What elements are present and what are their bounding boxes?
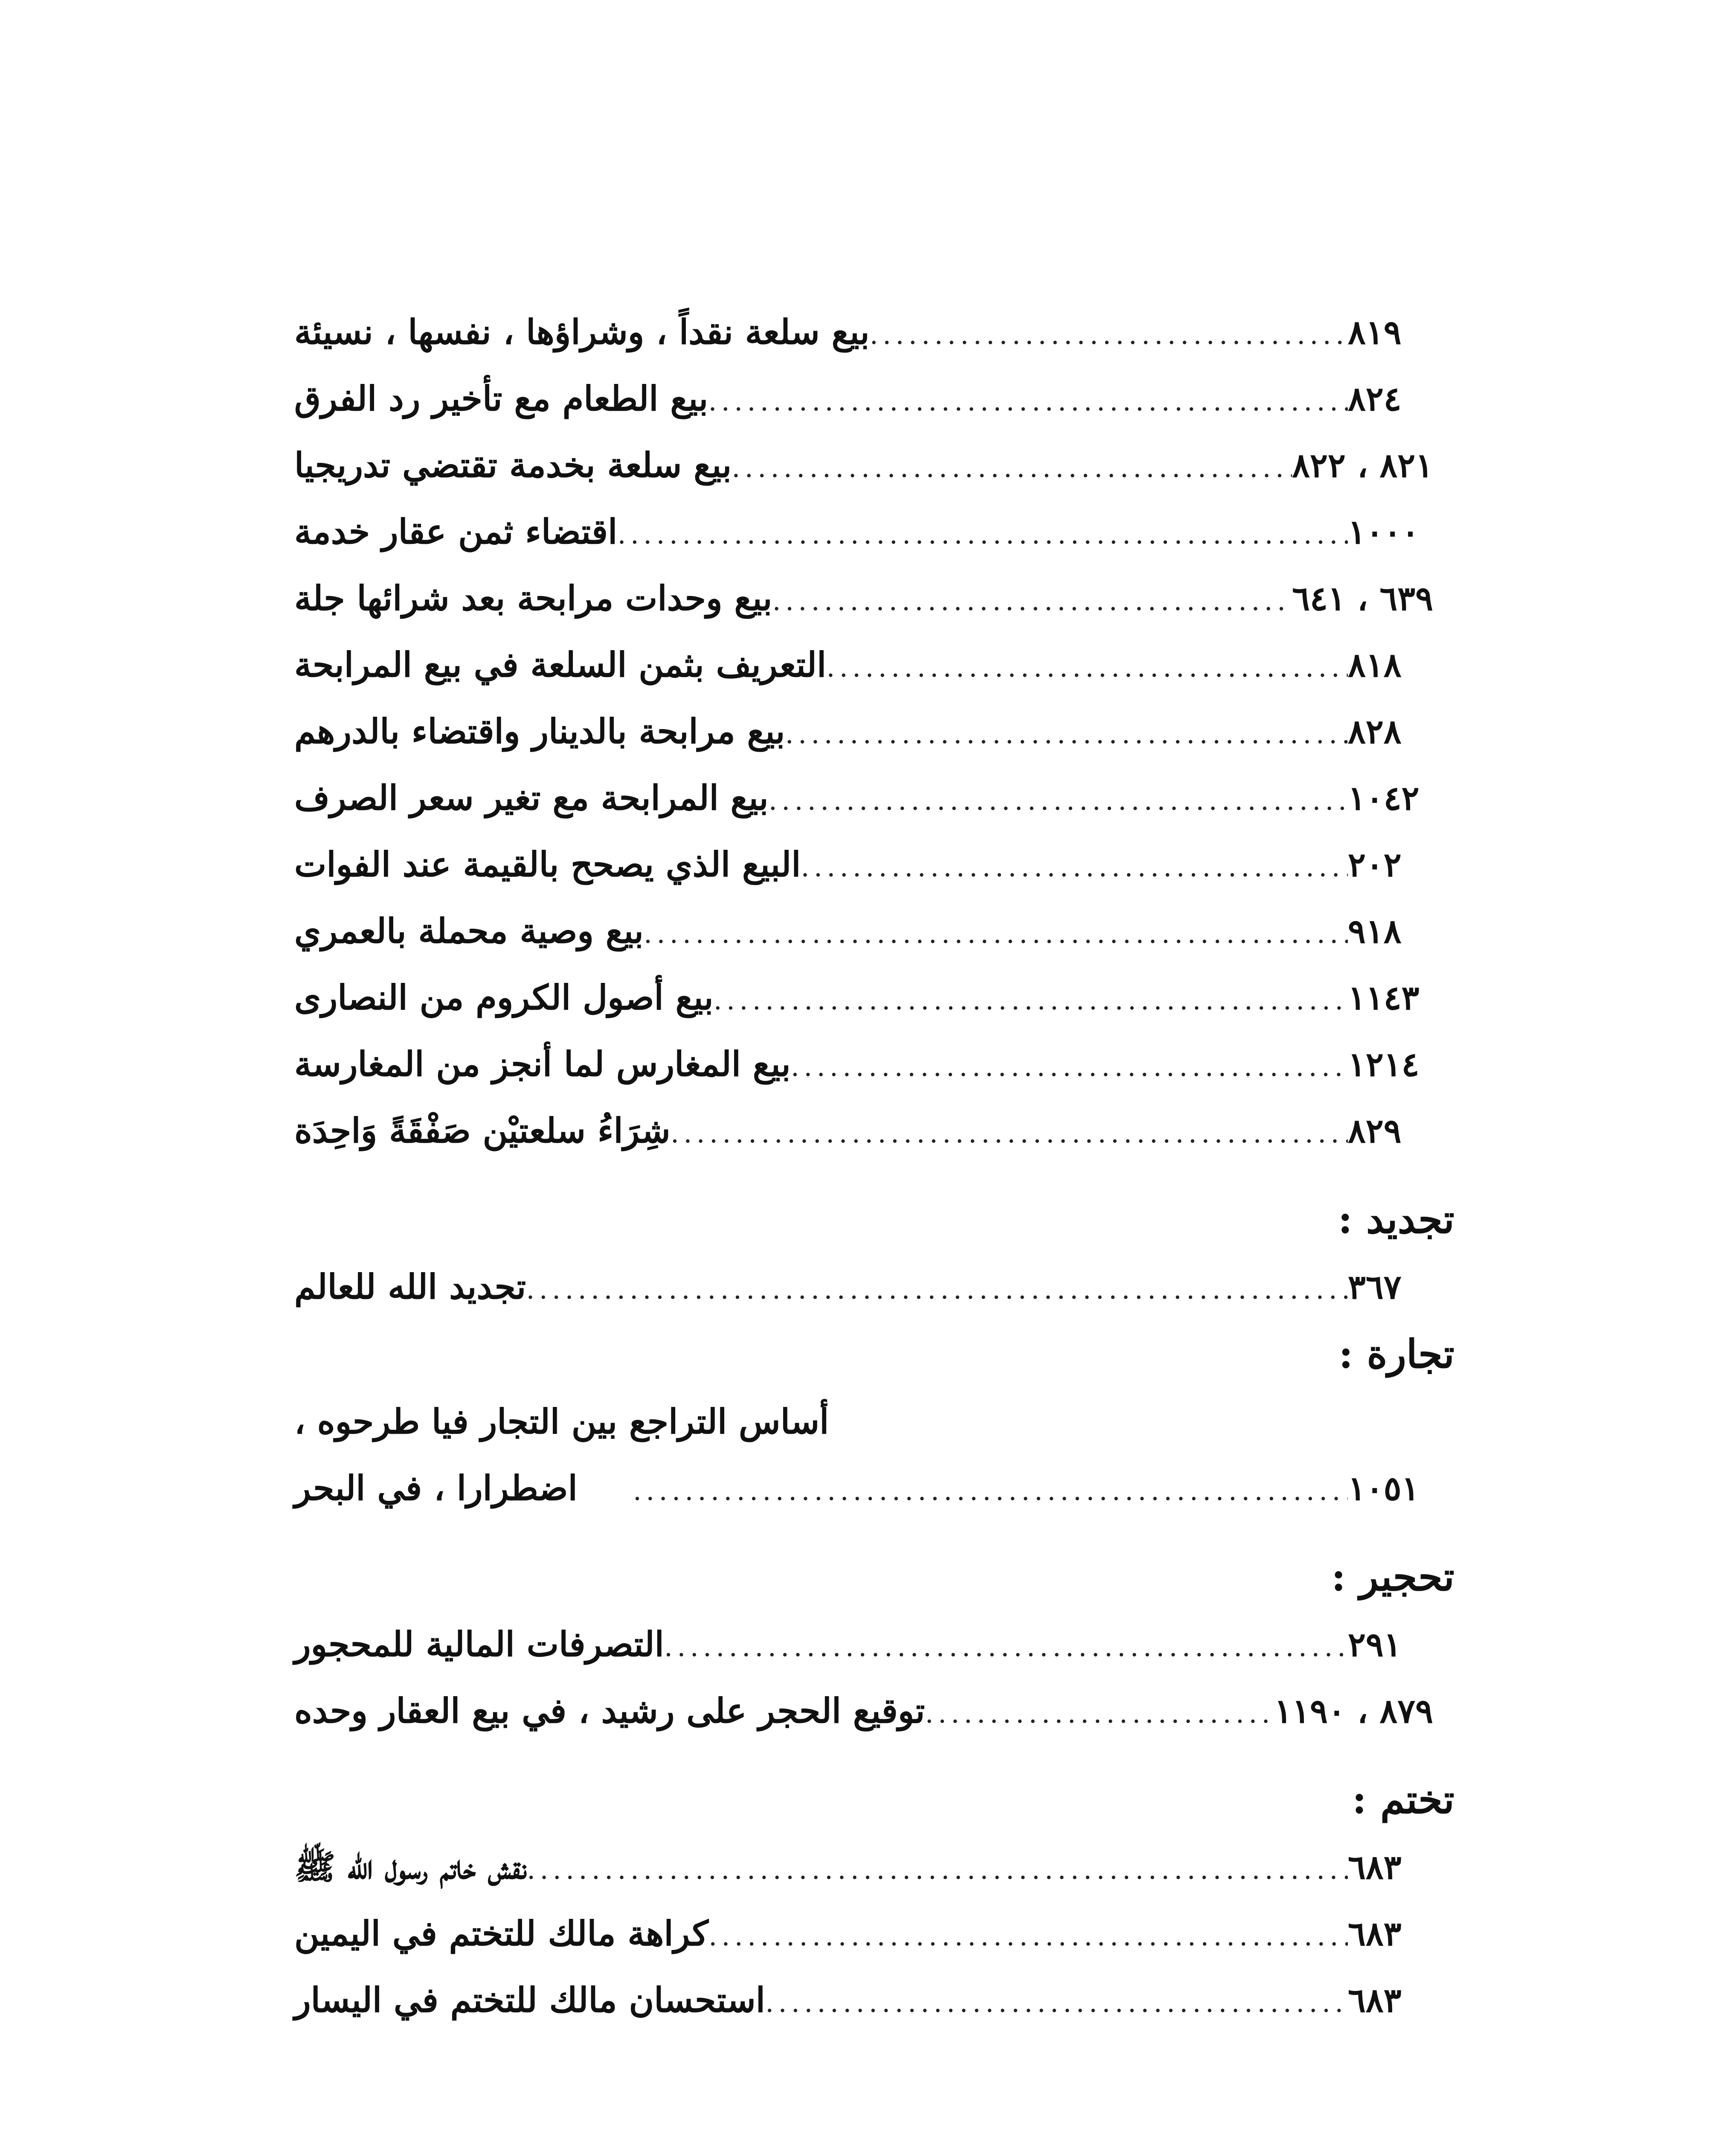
leader-dots <box>526 1256 1348 1323</box>
entry-label: توقيع الحجر على رشيد ، في بيع العقار وحده <box>294 1691 925 1731</box>
index-entry <box>282 1253 1454 1320</box>
index-entry <box>282 432 1454 498</box>
section-heading-takhattum: تختم : <box>1352 1776 1454 1822</box>
leader-dots <box>785 701 1348 767</box>
entry-label: البيع الذي يصحح بالقيمة عند الفوات <box>294 844 801 884</box>
index-entry <box>282 964 1454 1031</box>
entry-pages: ٨٧٩ ، ١١٩٠ <box>1274 1692 1433 1731</box>
leader-dots <box>527 1837 1348 1903</box>
entry-label: بيع المغارس لما أنجز من المغارسة <box>294 1044 791 1084</box>
section-heading-tijara: تجارة : <box>1338 1331 1454 1377</box>
index-entry <box>282 498 1454 565</box>
index-entry <box>282 299 1454 365</box>
leader-dots <box>714 967 1348 1034</box>
entry-pages: ٦٨٣ <box>1348 1981 1402 2020</box>
entry-pages: ٨١٩ <box>1348 313 1402 352</box>
leader-dots <box>671 1100 1348 1167</box>
entry-label: بيع وصية محملة بالعمري <box>294 911 644 951</box>
leader-dots <box>826 634 1348 701</box>
entry-label: اقتضاء ثمن عقار خدمة <box>294 511 618 552</box>
section-heading-tajdid: تجديد : <box>1338 1196 1454 1242</box>
leader-dots <box>772 568 1292 634</box>
entry-pages: ٢٩١ <box>1348 1625 1402 1664</box>
entry-pages: ١٠٥١ <box>1348 1469 1420 1508</box>
entry-pages: ٦٣٩ ، ٦٤١ <box>1292 579 1433 618</box>
entry-pages: ٨٢١ ، ٨٢٢ <box>1292 446 1433 485</box>
index-entry <box>282 1097 1454 1164</box>
leader-dots <box>708 1903 1348 1970</box>
leader-dots <box>664 1614 1348 1680</box>
index-entry <box>282 631 1454 698</box>
leader-dots <box>791 1034 1348 1100</box>
leader-dots <box>801 834 1348 901</box>
entry-pages: ٨١٨ <box>1348 646 1402 685</box>
index-entry <box>282 1834 1454 1900</box>
entry-label: بيع أصول الكروم من النصارى <box>294 977 714 1017</box>
leader-dots <box>769 767 1348 834</box>
entry-label: استحسان مالك للتختم في اليسار <box>294 1980 766 2020</box>
entry-label: بيع سلعة نقداً ، وشراؤها ، نفسها ، نسيئة <box>294 312 870 352</box>
entry-pages: ٩١٨ <box>1348 912 1402 951</box>
leader-dots <box>617 501 1348 568</box>
index-content <box>282 299 1454 2033</box>
entry-label: بيع الطعام مع تأخير رد الفرق <box>294 378 708 418</box>
index-entry <box>282 1455 1454 1521</box>
index-entry <box>282 1967 1454 2033</box>
entry-label: بيع المرابحة مع تغير سعر الصرف <box>294 778 769 818</box>
entry-pages: ١١٤٣ <box>1348 979 1420 1017</box>
leader-dots <box>633 1458 1348 1524</box>
entry-label: التصرفات المالية للمحجور <box>294 1624 664 1664</box>
entry-pages: ٦٨٣ <box>1348 1915 1402 1953</box>
index-entry <box>282 698 1454 764</box>
entry-label: أساس التراجع بين التجار فيا طرحوه ، <box>294 1401 829 1441</box>
entry-pages: ٢٠٢ <box>1348 846 1402 884</box>
entry-label: كراهة مالك للتختم في اليمين <box>294 1913 708 1953</box>
index-entry <box>282 1677 1454 1744</box>
leader-dots <box>708 368 1348 435</box>
index-entry <box>282 1900 1454 1967</box>
entry-label: بيع سلعة بخدمة تقتضي تدريجيا <box>294 445 732 485</box>
entry-pages: ٨٢٨ <box>1348 712 1402 751</box>
index-entry <box>282 365 1454 432</box>
entry-pages: ١٠٠٠ <box>1348 513 1420 552</box>
entry-pages: ٨٢٩ <box>1348 1112 1402 1151</box>
index-entry <box>282 831 1454 898</box>
entry-label: شِرَاءُ سلعتيْن صَفْقَةً وَاحِدَة <box>294 1110 671 1151</box>
entry-label: اضطرارا ، في البحر <box>294 1468 578 1508</box>
entry-pages: ٨٢٤ <box>1348 380 1402 418</box>
index-entry <box>282 898 1454 964</box>
entry-pages: ٣٦٧ <box>1348 1268 1402 1307</box>
leader-dots <box>870 302 1348 368</box>
index-entry <box>282 1031 1454 1097</box>
section-heading-tahjir: تحجير : <box>1331 1554 1454 1600</box>
index-entry <box>282 764 1454 831</box>
entry-pages: ١٠٤٢ <box>1348 779 1420 818</box>
entry-label: تجديد الله للعالم <box>294 1267 526 1307</box>
leader-dots <box>765 1970 1348 2036</box>
leader-dots <box>644 901 1348 967</box>
entry-label: نقش خاتم رسول الله ﷺ <box>294 1847 527 1887</box>
entry-label: بيع مرابحة بالدينار واقتضاء بالدرهم <box>294 711 785 751</box>
entry-pages: ١٢١٤ <box>1348 1045 1420 1084</box>
leader-dots <box>925 1680 1274 1747</box>
entry-pages: ٦٨٣ <box>1348 1848 1402 1887</box>
leader-dots <box>732 435 1292 501</box>
entry-label: بيع وحدات مرابحة بعد شرائها جلة <box>294 578 772 618</box>
index-entry-line <box>282 1388 1454 1455</box>
entry-label: التعريف بثمن السلعة في بيع المرابحة <box>294 645 827 685</box>
index-entry <box>282 1611 1454 1677</box>
index-entry <box>282 565 1454 631</box>
